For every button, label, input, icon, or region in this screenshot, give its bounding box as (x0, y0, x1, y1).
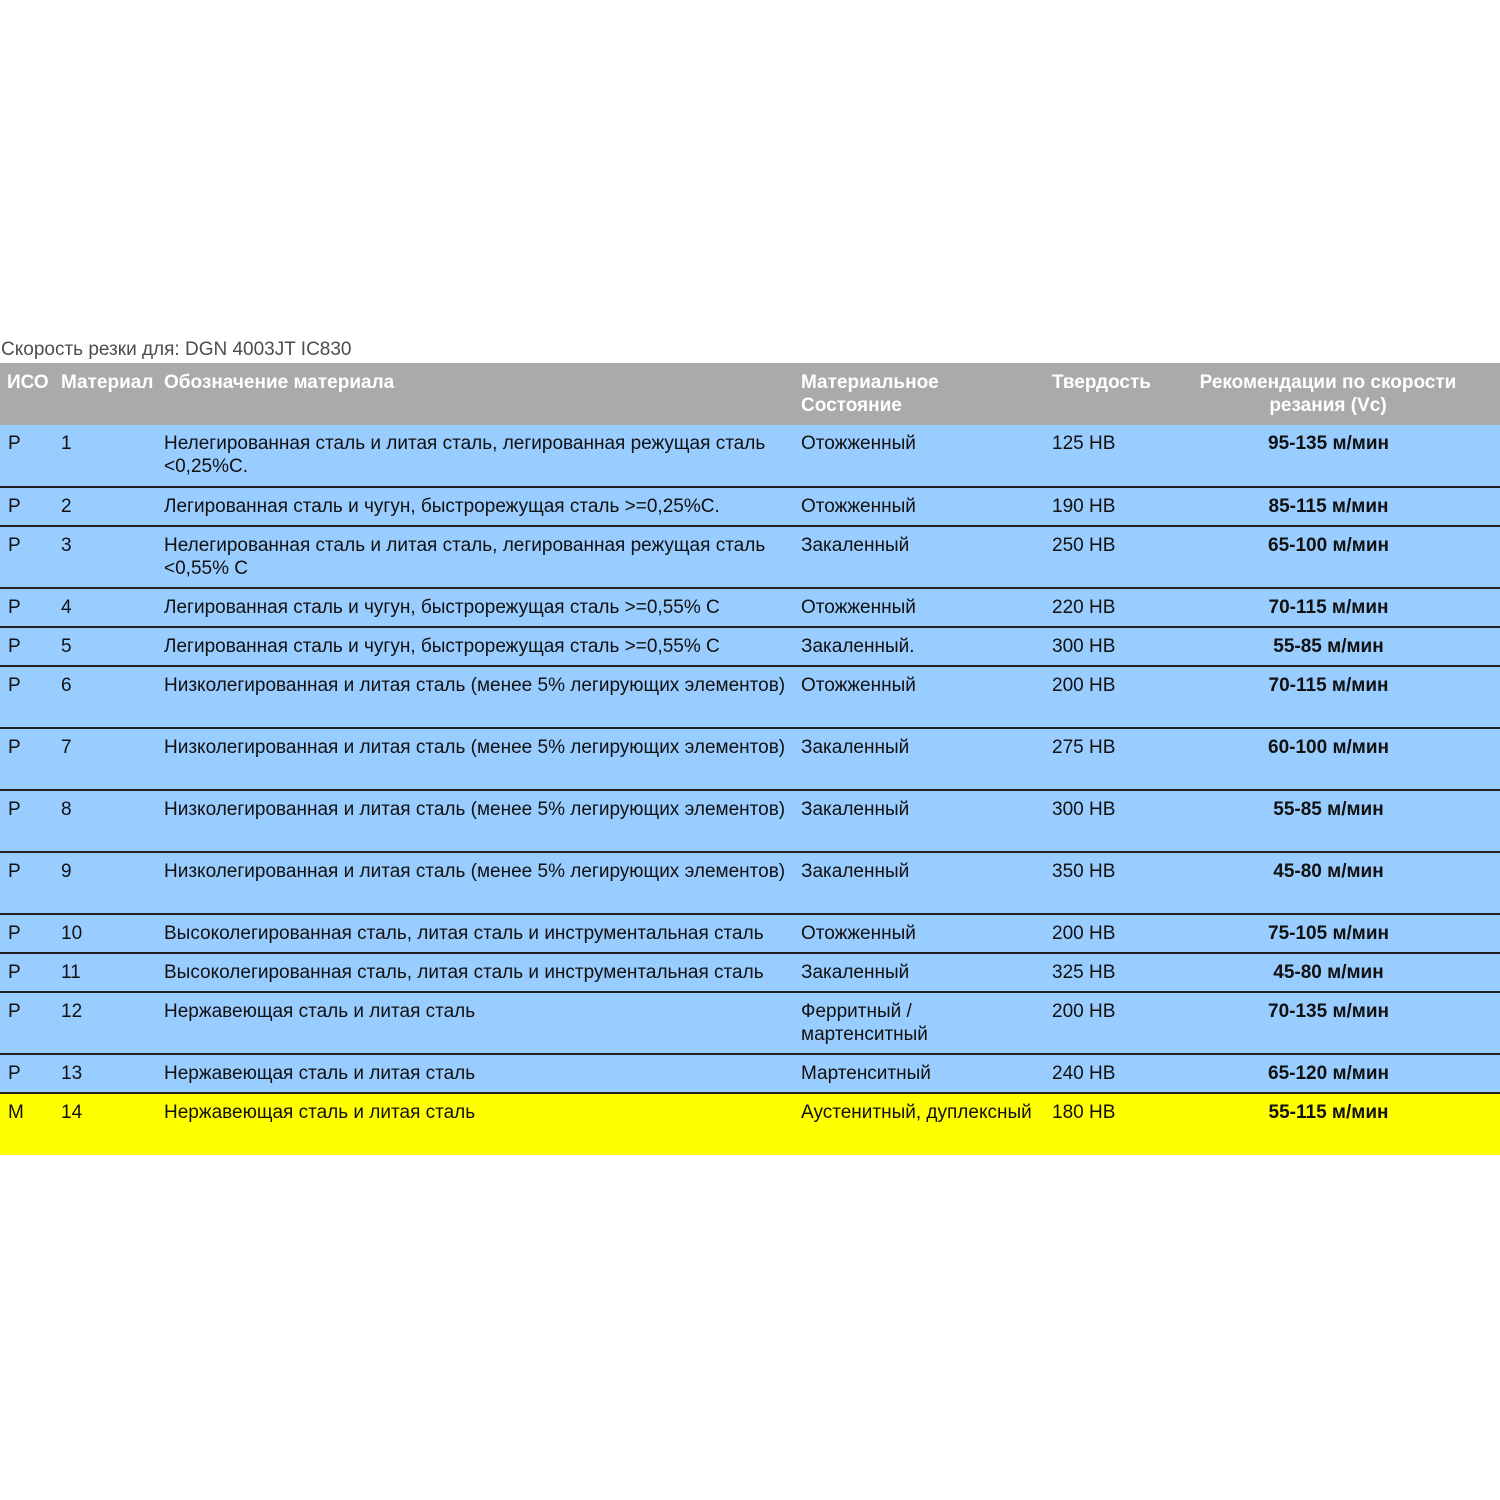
cell-designation: Нержавеющая сталь и литая сталь (157, 1093, 794, 1155)
cell-material: 2 (54, 487, 157, 526)
table-row (0, 526, 1500, 588)
table-body (0, 425, 1500, 1155)
cell-hardness: 250 HB (1045, 526, 1156, 588)
table-row (0, 992, 1500, 1054)
cutting-speed-table (0, 363, 1500, 1155)
cell-state: Закаленный (794, 790, 1045, 852)
cell-hardness: 220 HB (1045, 588, 1156, 627)
cell-speed: 85-115 м/мин (1156, 487, 1500, 526)
cell-state: Мартенситный (794, 1054, 1045, 1093)
cell-speed: 65-120 м/мин (1156, 1054, 1500, 1093)
cell-material: 8 (54, 790, 157, 852)
cell-state: Отожженный (794, 666, 1045, 728)
cell-hardness: 300 HB (1045, 627, 1156, 666)
cell-state: Закаленный (794, 526, 1045, 588)
cell-material: 10 (54, 914, 157, 953)
table-row (0, 666, 1500, 728)
cell-state: Отожженный (794, 588, 1045, 627)
document-title: Скорость резки для: DGN 4003JT IC830 (1, 339, 352, 360)
cell-hardness: 275 HB (1045, 728, 1156, 790)
cell-iso: P (0, 992, 54, 1054)
column-header-material: Материал (61, 372, 154, 393)
cell-designation: Легированная сталь и чугун, быстрорежущая сталь >=0,55% C (157, 588, 794, 627)
cell-iso: P (0, 790, 54, 852)
cell-state: Ферритный / мартенситный (794, 992, 1045, 1054)
cell-speed: 70-115 м/мин (1156, 666, 1500, 728)
cell-designation: Нелегированная сталь и литая сталь, легированная режущая сталь <0,25%C. (164, 433, 766, 477)
cell-speed: 95-135 м/мин (1268, 433, 1389, 454)
cell-hardness: 350 HB (1045, 852, 1156, 914)
table-row (0, 728, 1500, 790)
cell-hardness: 300 HB (1045, 790, 1156, 852)
column-header-state: Материальное Состояние (801, 372, 939, 416)
cell-iso: P (0, 1054, 54, 1093)
cell-speed: 75-105 м/мин (1156, 914, 1500, 953)
column-header-speed: Рекомендации по скорости резания (Vc) (1199, 372, 1457, 416)
cell-state: Закаленный (794, 953, 1045, 992)
cell-speed: 55-85 м/мин (1156, 627, 1500, 666)
cell-hardness: 190 HB (1045, 487, 1156, 526)
cell-designation: Легированная сталь и чугун, быстрорежущая сталь >=0,25%C. (157, 487, 794, 526)
cell-designation: Низколегированная и литая сталь (менее 5% легирующих элементов) (157, 728, 794, 790)
table-row (0, 588, 1500, 627)
cell-hardness: 240 HB (1045, 1054, 1156, 1093)
cell-hardness: 200 HB (1045, 914, 1156, 953)
cell-hardness: 125 HB (1052, 433, 1116, 454)
cell-material: 9 (54, 852, 157, 914)
table-row (0, 790, 1500, 852)
table-header (0, 363, 1500, 425)
cutting-speed-document (0, 338, 1500, 1155)
cell-material: 3 (54, 526, 157, 588)
header-row (0, 363, 1500, 425)
cell-speed: 65-100 м/мин (1156, 526, 1500, 588)
table-row (0, 425, 1500, 487)
cell-iso: P (0, 953, 54, 992)
cell-speed: 70-115 м/мин (1156, 588, 1500, 627)
cell-hardness: 180 HB (1045, 1093, 1156, 1155)
cell-state: Закаленный. (794, 627, 1045, 666)
cell-designation: Низколегированная и литая сталь (менее 5% легирующих элементов) (157, 666, 794, 728)
cell-hardness: 325 HB (1045, 953, 1156, 992)
cell-material: 7 (54, 728, 157, 790)
cell-state: Аустенитный, дуплексный (794, 1093, 1045, 1155)
cell-material: 14 (54, 1093, 157, 1155)
cell-material: 11 (54, 953, 157, 992)
table-row (0, 1054, 1500, 1093)
cell-iso: P (0, 487, 54, 526)
table-row (0, 953, 1500, 992)
cell-state: Закаленный (794, 852, 1045, 914)
table-row (0, 852, 1500, 914)
cell-iso: P (0, 526, 54, 588)
cell-state: Отожженный (794, 914, 1045, 953)
cell-speed: 55-85 м/мин (1156, 790, 1500, 852)
table-row (0, 914, 1500, 953)
cell-iso: M (0, 1093, 54, 1155)
cell-material: 5 (54, 627, 157, 666)
cell-designation: Нержавеющая сталь и литая сталь (157, 1054, 794, 1093)
cell-designation: Высоколегированная сталь, литая сталь и инструментальная сталь (157, 914, 794, 953)
table-row (0, 1093, 1500, 1155)
cell-speed: 45-80 м/мин (1156, 953, 1500, 992)
cell-speed: 45-80 м/мин (1156, 852, 1500, 914)
table-row (0, 487, 1500, 526)
cell-iso: P (0, 852, 54, 914)
cell-designation: Нелегированная сталь и литая сталь, легированная режущая сталь <0,55% C (157, 526, 794, 588)
cell-iso: P (0, 666, 54, 728)
cell-designation: Низколегированная и литая сталь (менее 5% легирующих элементов) (157, 790, 794, 852)
cell-designation: Легированная сталь и чугун, быстрорежущая сталь >=0,55% C (157, 627, 794, 666)
cell-material: 1 (61, 433, 72, 454)
cell-iso: P (0, 914, 54, 953)
cell-state: Закаленный (794, 728, 1045, 790)
cell-speed: 55-115 м/мин (1156, 1093, 1500, 1155)
cell-iso: P (8, 433, 21, 454)
cell-iso: P (0, 588, 54, 627)
column-header-iso: ИСО (7, 372, 49, 393)
cell-designation: Нержавеющая сталь и литая сталь (157, 992, 794, 1054)
cell-hardness: 200 HB (1045, 992, 1156, 1054)
cell-material: 12 (54, 992, 157, 1054)
cell-iso: P (0, 728, 54, 790)
cell-iso: P (0, 627, 54, 666)
column-header-hardness: Твердость (1052, 372, 1151, 393)
cell-designation: Высоколегированная сталь, литая сталь и инструментальная сталь (157, 953, 794, 992)
cell-state: Отожженный (801, 433, 916, 454)
column-header-designation: Обозначение материала (164, 372, 395, 393)
cell-hardness: 200 HB (1045, 666, 1156, 728)
cell-material: 6 (54, 666, 157, 728)
cell-state: Отожженный (794, 487, 1045, 526)
cell-designation: Низколегированная и литая сталь (менее 5% легирующих элементов) (157, 852, 794, 914)
cell-speed: 60-100 м/мин (1156, 728, 1500, 790)
cell-speed: 70-135 м/мин (1156, 992, 1500, 1054)
cell-material: 4 (54, 588, 157, 627)
table-row (0, 627, 1500, 666)
cell-material: 13 (54, 1054, 157, 1093)
